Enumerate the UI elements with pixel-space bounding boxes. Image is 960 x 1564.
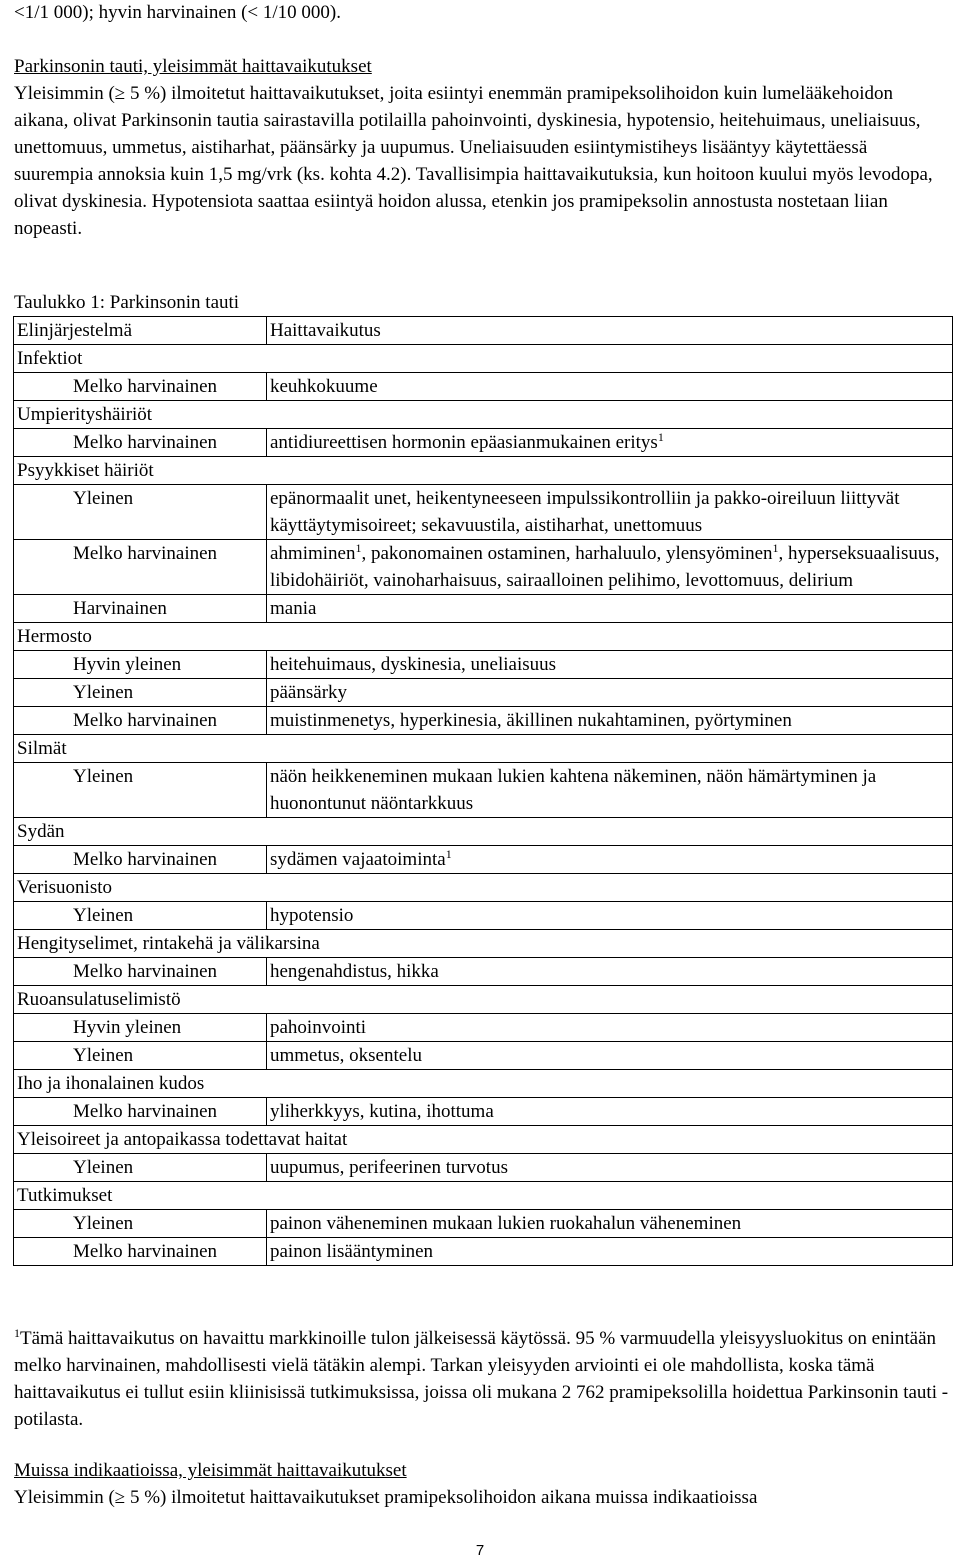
header-system: Elinjärjestelmä — [14, 317, 267, 345]
table-row-system — [14, 1182, 953, 1210]
frequency-cell: Hyvin yleinen — [14, 1014, 267, 1042]
effect-text: epänormaalit unet, heikentyneeseen impulssikontrolliin ja pakko-oireiluun liittyvät käyttäytymisoireet; sekavuustila, aistiharhat, unettomuus — [270, 488, 900, 536]
effect-cell — [267, 1154, 953, 1182]
effect-cell — [267, 707, 953, 735]
top-line — [14, 0, 950, 26]
page-number: 7 — [475, 1542, 485, 1559]
table-row — [14, 707, 953, 735]
adverse-effects-table — [13, 316, 953, 1266]
effect-cell — [267, 679, 953, 707]
footnote-ref: 1 — [355, 541, 362, 555]
system-organ-class: Psyykkiset häiriöt — [14, 457, 953, 485]
table-row-system — [14, 930, 953, 958]
frequency-cell: Melko harvinainen — [14, 846, 267, 874]
effect-text: mania — [270, 598, 317, 619]
effect-cell — [267, 1042, 953, 1070]
table-row — [14, 763, 953, 818]
effect-text: antidiureettisen hormonin epäasianmukainen eritys — [270, 432, 658, 453]
table-row — [14, 373, 953, 401]
footnote-ref: 1 — [445, 847, 452, 861]
footnote — [14, 1325, 958, 1433]
other-section-heading: Muissa indikaatioissa, yleisimmät haittavaikutukset — [14, 1460, 407, 1481]
frequency-cell: Melko harvinainen — [14, 958, 267, 986]
effect-text: ahmiminen — [270, 543, 356, 564]
frequency-cell: Yleinen — [14, 485, 267, 540]
effect-cell — [267, 1238, 953, 1266]
frequency-cell: Harvinainen — [14, 595, 267, 623]
table-row-system — [14, 1070, 953, 1098]
table-row — [14, 1014, 953, 1042]
table-row — [14, 846, 953, 874]
frequency-cell: Yleinen — [14, 902, 267, 930]
system-organ-class: Sydän — [14, 818, 953, 846]
table-row-system — [14, 457, 953, 485]
effect-text: keuhkokuume — [270, 376, 378, 397]
frequency-cell: Melko harvinainen — [14, 707, 267, 735]
effect-cell — [267, 1098, 953, 1126]
table-row-system — [14, 345, 953, 373]
effect-cell — [267, 485, 953, 540]
top-line-text: <1/1 000); hyvin harvinainen (< 1/10 000). — [14, 2, 341, 23]
effect-text: sydämen vajaatoiminta — [270, 849, 446, 870]
other-section-paragraph: Yleisimmin (≥ 5 %) ilmoitetut haittavaikutukset pramipeksolihoidon aikana muissa indikaatioissa — [14, 1487, 758, 1508]
header-effect: Haittavaikutus — [267, 317, 953, 345]
other-section — [14, 1457, 950, 1511]
system-organ-class: Hermosto — [14, 623, 953, 651]
effect-text: hypotensio — [270, 905, 354, 926]
system-organ-class: Umpierityshäiriöt — [14, 401, 953, 429]
effect-cell — [267, 429, 953, 457]
system-organ-class: Tutkimukset — [14, 1182, 953, 1210]
effect-text: painon väheneminen mukaan lukien ruokahalun väheneminen — [270, 1213, 742, 1234]
table-row-system — [14, 874, 953, 902]
effect-text: pahoinvointi — [270, 1017, 367, 1038]
table-row-system — [14, 623, 953, 651]
table-row — [14, 1238, 953, 1266]
system-organ-class: Infektiot — [14, 345, 953, 373]
table-row — [14, 1042, 953, 1070]
table-row — [14, 485, 953, 540]
table-row — [14, 651, 953, 679]
table-row — [14, 1154, 953, 1182]
effect-cell — [267, 1210, 953, 1238]
system-organ-class: Silmät — [14, 735, 953, 763]
parkinson-section — [14, 53, 950, 242]
effect-text: uupumus, perifeerinen turvotus — [270, 1157, 508, 1178]
frequency-cell: Melko harvinainen — [14, 429, 267, 457]
frequency-cell: Melko harvinainen — [14, 540, 267, 595]
system-organ-class: Yleisoireet ja antopaikassa todettavat haitat — [14, 1126, 953, 1154]
frequency-cell: Melko harvinainen — [14, 1238, 267, 1266]
frequency-cell: Yleinen — [14, 763, 267, 818]
table-row — [14, 540, 953, 595]
effect-text: muistinmenetys, hyperkinesia, äkillinen nukahtaminen, pyörtyminen — [270, 710, 792, 731]
effect-cell — [267, 1014, 953, 1042]
system-organ-class: Hengityselimet, rintakehä ja välikarsina — [14, 930, 953, 958]
effect-cell — [267, 902, 953, 930]
table-row — [14, 595, 953, 623]
effect-text: näön heikkeneminen mukaan lukien kahtena näkeminen, näön hämärtyminen ja huonontunut näöntarkkuus — [270, 766, 877, 814]
table-caption-text: Taulukko 1: Parkinsonin tauti — [14, 292, 240, 313]
effect-text: yliherkkyys, kutina, ihottuma — [270, 1101, 494, 1122]
table-row-system — [14, 986, 953, 1014]
effect-text: ummetus, oksentelu — [270, 1045, 422, 1066]
table-row-system — [14, 1126, 953, 1154]
table-row — [14, 1098, 953, 1126]
effect-cell — [267, 763, 953, 818]
effect-text: painon lisääntyminen — [270, 1241, 434, 1262]
effect-text: päänsärky — [270, 682, 348, 703]
table-row — [14, 679, 953, 707]
frequency-cell: Melko harvinainen — [14, 373, 267, 401]
footnote-text: Tämä haittavaikutus on havaittu markkinoille tulon jälkeisessä käytössä. 95 % varmuudella yleisyysluokitus on enintään melko harvinainen, mahdollisesti vielä tätäkin alempi. Tarkan yleisyyden arviointi ei ole mahdollista, koska tämä haittavaikutus ei tullut esiin kliinisissä tutkimuksissa, joissa oli mukana 2 762 pramipeksolilla hoidettua Parkinsonin tauti -potilasta. — [14, 1328, 949, 1430]
frequency-cell: Yleinen — [14, 1210, 267, 1238]
effect-text: heitehuimaus, dyskinesia, uneliaisuus — [270, 654, 557, 675]
table-row-system — [14, 818, 953, 846]
system-organ-class: Ruoansulatuselimistö — [14, 986, 953, 1014]
effect-cell — [267, 540, 953, 595]
effect-cell — [267, 651, 953, 679]
table-header-row — [14, 317, 953, 345]
section-heading: Parkinsonin tauti, yleisimmät haittavaikutukset — [14, 56, 372, 77]
effect-text: , hyperseksuaalisuus, libidohäiriöt, vainoharhaisuus, sairaalloinen pelihimo, levottomuus, delirium — [270, 543, 940, 591]
effect-cell — [267, 373, 953, 401]
table-row — [14, 902, 953, 930]
footnote-ref: 1 — [772, 541, 779, 555]
table-row — [14, 429, 953, 457]
footnote-ref: 1 — [657, 430, 664, 444]
frequency-cell: Melko harvinainen — [14, 1098, 267, 1126]
effect-cell — [267, 846, 953, 874]
frequency-cell: Yleinen — [14, 1042, 267, 1070]
effect-text: hengenahdistus, hikka — [270, 961, 439, 982]
footnote-marker: 1 — [14, 1326, 20, 1340]
system-organ-class: Iho ja ihonalainen kudos — [14, 1070, 953, 1098]
table-row — [14, 958, 953, 986]
frequency-cell: Yleinen — [14, 1154, 267, 1182]
effect-cell — [267, 595, 953, 623]
table-row — [14, 1210, 953, 1238]
section-paragraph: Yleisimmin (≥ 5 %) ilmoitetut haittavaikutukset, joita esiintyi enemmän pramipeksolihoidon kuin lumelääkehoidon aikana, olivat Parkinsonin tautia sairastavilla potilailla pahoinvointi, dyskinesia, hypotensio, heitehuimaus, uneliaisuus, unettomuus, ummetus, aistiharhat, päänsärky ja uupumus. Uneliaisuuden esiintymistiheys lisääntyy käytettäessä suurempia annoksia kuin 1,5 mg/vrk (ks. kohta 4.2). Tavallisimpia haittavaikutuksia, kun hoitoon kuului myös levodopa, olivat dyskinesia. Hypotensiota saattaa esiintyä hoidon alussa, etenkin jos pramipeksolin annostusta nostetaan liian nopeasti. — [14, 83, 933, 239]
effect-text: , pakonomainen ostaminen, harhaluulo, ylensyöminen — [361, 543, 773, 564]
table-caption — [14, 289, 950, 316]
effect-cell — [267, 958, 953, 986]
table-row-system — [14, 735, 953, 763]
system-organ-class: Verisuonisto — [14, 874, 953, 902]
frequency-cell: Hyvin yleinen — [14, 651, 267, 679]
frequency-cell: Yleinen — [14, 679, 267, 707]
table-row-system — [14, 401, 953, 429]
